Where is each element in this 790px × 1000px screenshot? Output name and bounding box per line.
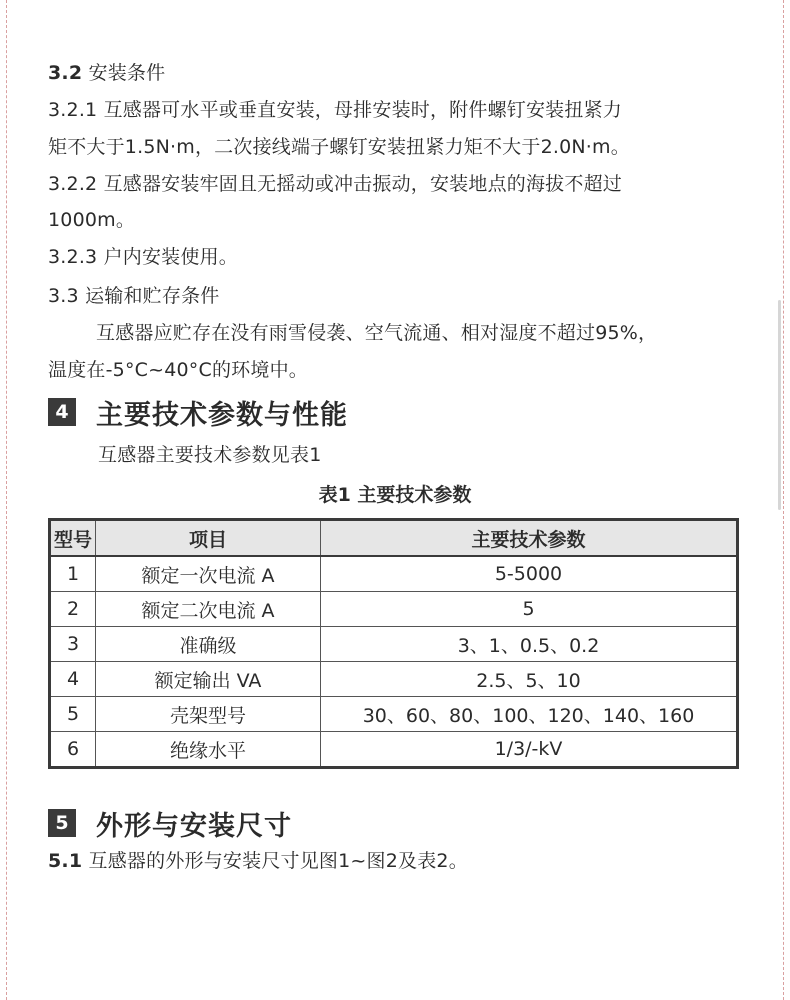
section-5-title: 外形与安装尺寸 — [96, 810, 292, 842]
cell-value: 5 — [321, 592, 738, 627]
section-5-number-badge: 5 — [48, 809, 76, 837]
cell-value: 2.5、5、10 — [321, 662, 738, 697]
cell-model: 2 — [50, 592, 96, 627]
table-row — [50, 662, 738, 697]
table-row — [50, 697, 738, 732]
header-main-parameters: 主要技术参数 — [321, 520, 738, 557]
item-3-2-2-line2: 1000m。 — [48, 209, 136, 231]
table-row — [50, 592, 738, 627]
section-4-heading — [48, 395, 348, 429]
table-row — [50, 556, 738, 592]
section-4-number-badge: 4 — [48, 398, 76, 426]
scrollbar-thumb[interactable] — [778, 300, 781, 510]
cell-model: 5 — [50, 697, 96, 732]
item-5-1-number: 5.1 — [48, 850, 83, 872]
section-3-2-number: 3.2 — [48, 62, 83, 84]
table1-caption: 表1 主要技术参数 — [318, 484, 472, 506]
cell-model: 3 — [50, 627, 96, 662]
cell-item: 额定输出 VA — [96, 662, 321, 697]
section-3-3-number: 3.3 — [48, 285, 79, 307]
cell-value: 1/3/-kV — [321, 732, 738, 768]
item-3-2-1-line1: 3.2.1 互感器可水平或垂直安装，母排安装时，附件螺钉安装扭紧力 — [48, 99, 622, 121]
table-row — [50, 627, 738, 662]
item-5-1 — [48, 846, 468, 876]
section-5-heading — [48, 806, 292, 840]
item-3-2-2-line1: 3.2.2 互感器安装牢固且无摇动或冲击振动，安装地点的海拔不超过 — [48, 173, 622, 195]
section-3-3-line2: 温度在-5°C~40°C的环境中。 — [48, 359, 308, 381]
cell-item: 准确级 — [96, 627, 321, 662]
cell-value: 5-5000 — [321, 556, 738, 592]
section-3-3-title: 运输和贮存条件 — [85, 285, 220, 307]
item-3-2-1-line2: 矩不大于1.5N·m，二次接线端子螺钉安装扭紧力矩不大于2.0N·m。 — [48, 136, 630, 158]
cell-item: 绝缘水平 — [96, 732, 321, 768]
item-3-2-3: 3.2.3 户内安装使用。 — [48, 246, 238, 268]
cell-model: 4 — [50, 662, 96, 697]
technical-parameters-table — [48, 518, 739, 769]
table-header-row — [50, 520, 738, 557]
header-model: 型号 — [50, 520, 96, 557]
cell-item: 壳架型号 — [96, 697, 321, 732]
section-4-title: 主要技术参数与性能 — [96, 399, 348, 431]
cell-value: 3、1、0.5、0.2 — [321, 627, 738, 662]
section-3-3-heading — [48, 281, 219, 311]
table-row — [50, 732, 738, 768]
section-4-intro: 互感器主要技术参数见表1 — [98, 444, 322, 466]
section-3-2-heading — [48, 58, 165, 88]
cell-model: 6 — [50, 732, 96, 768]
header-item: 项目 — [96, 520, 321, 557]
item-5-1-text: 互感器的外形与安装尺寸见图1~图2及表2。 — [88, 850, 468, 872]
cell-model: 1 — [50, 556, 96, 592]
cell-value: 30、60、80、100、120、140、160 — [321, 697, 738, 732]
section-3-2-title: 安装条件 — [88, 62, 166, 84]
cell-item: 额定二次电流 A — [96, 592, 321, 627]
section-3-3-line1: 互感器应贮存在没有雨雪侵袭、空气流通、相对湿度不超过95%， — [96, 322, 658, 344]
cell-item: 额定一次电流 A — [96, 556, 321, 592]
